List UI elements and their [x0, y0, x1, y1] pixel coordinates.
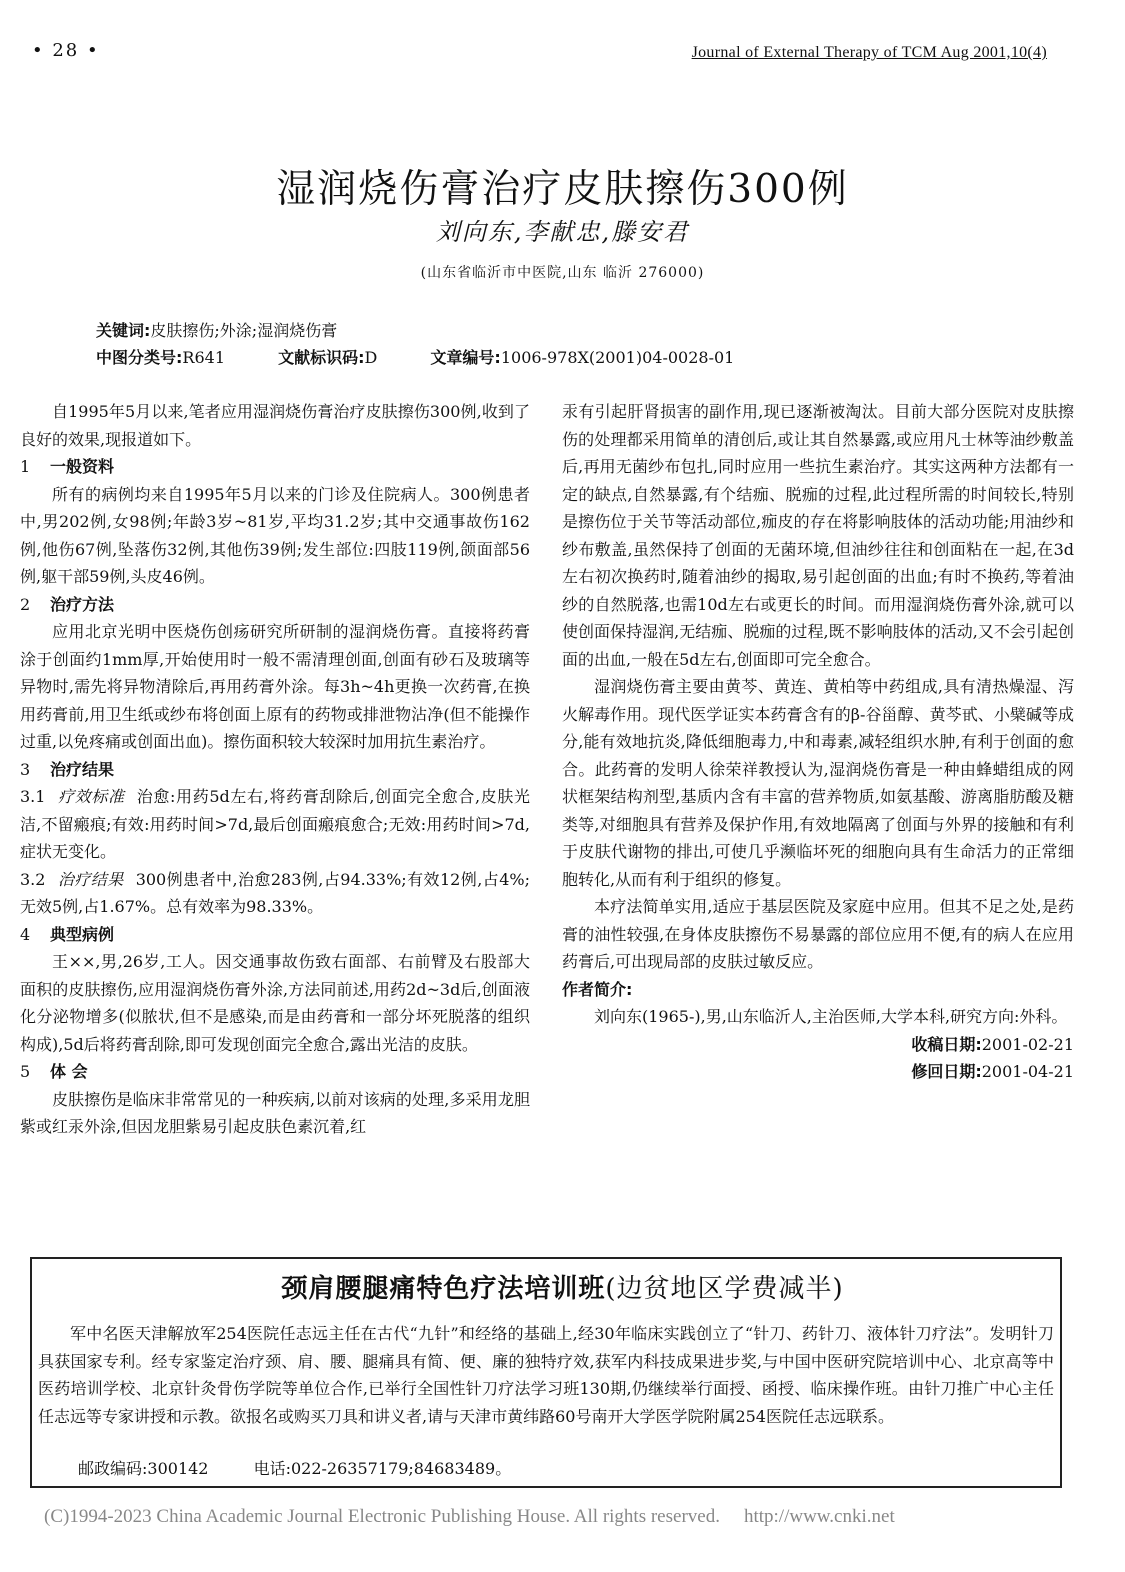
body-paragraph: 汞有引起肝肾损害的副作用,现已逐渐被淘汰。目前大部分医院对皮肤擦伤的处理都采用简单的清创后,或让其自然暴露,或应用凡士林等油纱敷盖后,再用无菌纱布包扎,同时应用一些抗生素治疗。其实这两种方法都有一定的缺点,自然暴露,有个结痂、脱痂的过程,此过程所需的时间较长,特别是擦伤位于关节等活动部位,痂皮的存在将影响肢体的活动功能;用油纱和纱布敷盖,虽然保持了创面的无菌环境,但油纱往往和创面粘在一起,在3d左右初次换药时,随着油纱的揭取,易引起创面的出血;有时不换药,等着油纱的自然脱落,也需10d左右或更长的时间。而用湿润烧伤膏外涂,就可以使创面保持湿润,无结痂、脱痂的过程,既不影响肢体的活动,又不会引起创面的出血,一般在5d左右,创面即可完全愈合。 — [562, 402, 1074, 669]
section-number: 1 — [20, 457, 31, 476]
page-number: • 28 • — [32, 40, 100, 61]
author-bio: 刘向东(1965-),男,山东临沂人,主治医师,大学本科,研究方向:外科。 — [594, 1007, 1068, 1026]
body-paragraph: 皮肤擦伤是临床非常常见的一种疾病,以前对该病的处理,多采用龙胆紫或红汞外涂,但因龙胆紫易引起皮肤色素沉着,红 — [20, 1089, 530, 1136]
postcode-value: 300142 — [147, 1459, 209, 1478]
author-bio-label: 作者简介: — [562, 979, 633, 999]
copyright-footer — [44, 1506, 895, 1528]
section-heading — [20, 591, 530, 619]
right-column — [562, 398, 1074, 1086]
ad-subtitle: (边贫地区学费减半) — [605, 1274, 844, 1304]
advertisement-title — [0, 1268, 1125, 1305]
advertisement-contact — [78, 1456, 511, 1479]
author-bio-heading — [562, 976, 1074, 1004]
subsection-paragraph — [20, 783, 530, 866]
section-number: 3 — [20, 759, 31, 779]
classification-line — [96, 345, 734, 368]
subsection-title: 治疗结果 — [57, 869, 124, 889]
doc-code-label: 文献标识码: — [278, 348, 365, 367]
body-paragraph: 所有的病例均来自1995年5月以来的门诊及住院病人。300例患者中,男202例,女98例;年龄3岁~81岁,平均31.2岁;其中交通事故伤162例,他伤67例,坠落伤32例,其他伤39例;发生部位:四肢119例,颌面部56例,躯干部59例,头皮46例。 — [20, 484, 530, 586]
received-label: 收稿日期: — [911, 1034, 982, 1054]
body-paragraph: 湿润烧伤膏主要由黄芩、黄连、黄柏等中药组成,具有清热燥湿、泻火解毒作用。现代医学证实本药膏含有的β-谷甾醇、黄芩甙、小檗碱等成分,能有效地抗炎,降低细胞毒力,中和毒素,减轻组织水肿,有利于创面的愈合。此药膏的发明人徐荣祥教授认为,湿润烧伤膏是一种由蜂蜡组成的网状框架结构剂型,基质内含有丰富的营养物质,如氨基酸、游离脂肪酸及糖类等,对细胞具有营养及保护作用,有效地隔离了创面与外界的接触和有利于皮肤代谢物的排出,可使几乎濒临坏死的细胞向具有生命活力的正常细胞转化,从而有利于组织的修复。 — [562, 677, 1074, 889]
subsection-text: 300例患者中,治愈283例,占94.33%;有效12例,占4%;无效5例,占1.67%。总有效率为98.33%。 — [20, 869, 530, 916]
article-no-label: 文章编号: — [430, 348, 501, 367]
section-title: 典型病例 — [50, 924, 115, 944]
keywords-line — [96, 318, 337, 341]
section-heading — [20, 453, 530, 481]
authors: 刘向东,李献忠,滕安君 — [435, 218, 690, 246]
footer-url[interactable]: http://www.cnki.net — [743, 1506, 895, 1527]
ad-title-text: 颈肩腰腿痛特色疗法培训班 — [281, 1274, 606, 1304]
subsection-paragraph — [20, 866, 530, 921]
copyright-text: (C)1994-2023 China Academic Journal Electronic Publishing House. All rights reserved. — [44, 1506, 720, 1527]
section-title: 一般资料 — [50, 457, 115, 476]
section-number: 4 — [20, 924, 31, 944]
doc-code-value: D — [364, 348, 378, 367]
affiliation: (山东省临沂市中医院,山东 临沂 276000) — [420, 265, 705, 281]
subsection-number: 3.1 — [20, 787, 46, 806]
article-no-value: 1006-978X(2001)04-0028-01 — [500, 348, 735, 367]
body-paragraph: 王××,男,26岁,工人。因交通事故伤致右面部、右前臂及右股部大面积的皮肤擦伤,应用湿润烧伤膏外涂,方法同前述,用药2d~3d后,创面液化分泌物增多(似脓状,但不是感染,而是由药膏和一部分坏死脱落的组织构成),5d后将药膏刮除,即可发现创面完全愈合,露出光洁的皮肤。 — [20, 952, 530, 1054]
phone-label: 电话: — [253, 1459, 291, 1478]
section-heading — [20, 1058, 530, 1086]
revised-label: 修回日期: — [911, 1062, 982, 1081]
section-heading — [20, 921, 530, 949]
postcode-label: 邮政编码: — [78, 1459, 148, 1478]
section-title: 治疗方法 — [50, 594, 115, 614]
body-paragraph: 本疗法简单实用,适应于基层医院及家庭中应用。但其不足之处,是药膏的油性较强,在身体皮肤擦伤不易暴露的部位应用不便,有的病人在应用药膏后,可出现局部的皮肤过敏反应。 — [562, 897, 1074, 971]
section-title: 治疗结果 — [50, 759, 115, 779]
body-paragraph: 应用北京光明中医烧伤创疡研究所研制的湿润烧伤膏。直接将药膏涂于创面约1mm厚,开始使用时一般不需清理创面,创面有砂石及玻璃等异物时,需先将异物清除后,再用药膏外涂。每3h~4h更换一次药膏,在换用药膏前,用卫生纸或纱布将创面上原有的药物或排泄物沾净(但不能操作过重,以免疼痛或创面出血)。擦伤面积较大较深时加用抗生素治疗。 — [20, 622, 530, 751]
section-number: 2 — [20, 594, 31, 614]
received-value: 2001-02-21 — [981, 1034, 1074, 1054]
keywords-label: 关键词: — [96, 321, 151, 340]
advertisement-body: 军中名医天津解放军254医院任志远主任在古代“九针”和经络的基础上,经30年临床实践创立了“针刀、药针刀、液体针刀疗法”。发明针刀具获国家专利。经专家鉴定治疗颈、肩、腰、腿痛具有简、便、廉的独特疗效,获军内科技成果进步奖,与中国中医研究院培训中心、北京高等中医药培训学校、北京针灸骨伤学院等单位合作,已举行全国性针刀疗法学习班130期,仍继续举行面授、函授、临床操作班。由针刀推广中心主任任志远等专家讲授和示教。欲报名或购买刀具和讲义者,请与天津市黄纬路60号南开大学医学院附属254医院任志远联系。 — [38, 1324, 1054, 1426]
subsection-title: 疗效标准 — [57, 787, 125, 806]
revised-date — [562, 1058, 1074, 1086]
phone-value: 022-26357179;84683489。 — [290, 1459, 512, 1478]
keywords-value: 皮肤擦伤;外涂;湿润烧伤膏 — [150, 321, 338, 340]
subsection-text: 治愈:用药5d左右,将药膏刮除后,创面完全愈合,皮肤光洁,不留瘢痕;有效:用药时间>7d,最后创面瘢痕愈合;无效:用药时间>7d,症状无变化。 — [20, 787, 530, 861]
section-number: 5 — [20, 1062, 31, 1081]
intro-paragraph: 自1995年5月以来,笔者应用湿润烧伤膏治疗皮肤擦伤300例,收到了良好的效果,现报道如下。 — [20, 402, 530, 449]
article-title: 湿润烧伤膏治疗皮肤擦伤300例 — [276, 167, 849, 213]
clc-label: 中图分类号: — [96, 348, 183, 367]
clc-value: R641 — [182, 348, 225, 367]
section-title: 体 会 — [50, 1062, 88, 1081]
left-column — [20, 398, 530, 1141]
received-date — [562, 1031, 1074, 1059]
subsection-number: 3.2 — [20, 869, 46, 889]
section-heading — [20, 756, 530, 784]
revised-value: 2001-04-21 — [981, 1062, 1074, 1081]
running-head: Journal of External Therapy of TCM Aug 2001,10(4) — [691, 44, 1047, 61]
